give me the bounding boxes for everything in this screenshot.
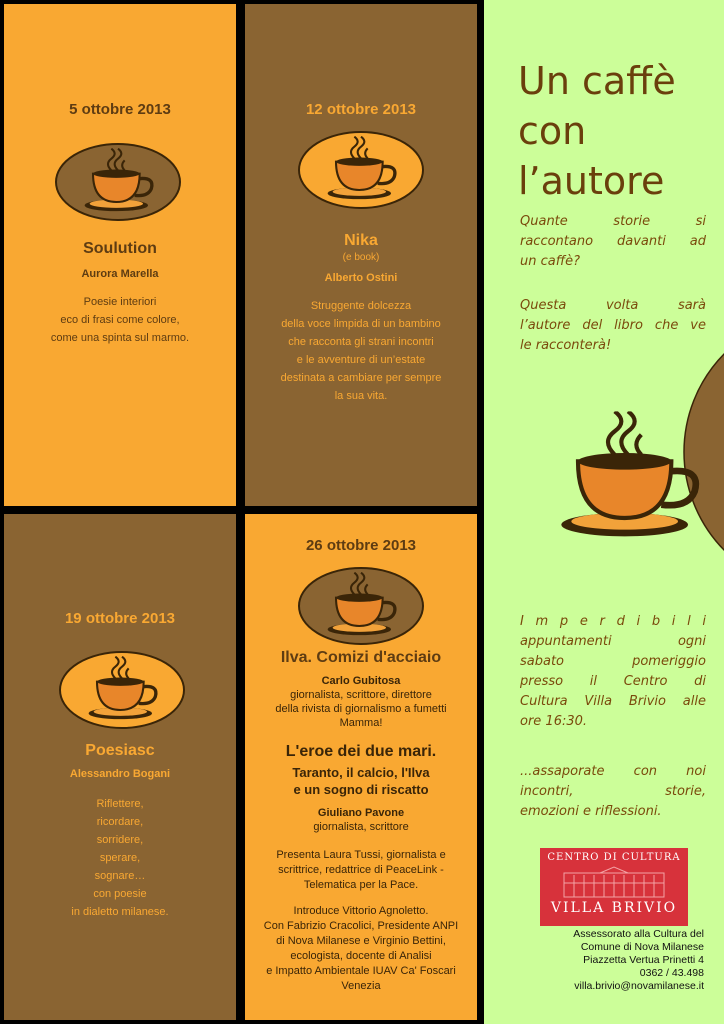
event-description: Riflettere, ricordare, sorridere, sperare, sognare… con poesie in dialetto milanese. [71, 798, 169, 918]
event-panel-3 [4, 514, 236, 1020]
event-author: Aurora Marella [81, 268, 159, 280]
villa-building-icon [554, 865, 674, 899]
coffee-cup-icon [58, 650, 186, 730]
coffee-cup-icon [297, 566, 425, 646]
coffee-cup-icon [54, 142, 182, 222]
info-column [484, 0, 724, 1024]
event-panel-2 [245, 4, 477, 506]
schedule-paragraph: I m p e r d i b i l i appuntamenti ogni sabato pomeriggio presso il Centro di Cultura Villa Brivio alle ore 16:30. [520, 614, 706, 729]
event-description: Struggente dolcezza della voce limpida di un bambino che racconta gli strani incontri e le avventure di un’estate destinata a cambiare per sempre la sua vita. [280, 300, 442, 402]
logo-top-text: CENTRO DI CULTURA [547, 852, 681, 863]
contact-info: Assessorato alla Cultura del Comune di Nova Milanese Piazzetta Vertua Prinetti 4 0362 / 43.498 villa.brivio@novamilanese.it [573, 928, 704, 992]
event-title-2-sub: Taranto, il calcio, l'Ilva e un sogno di riscatto [292, 765, 430, 797]
event-date: 12 ottobre 2013 [305, 101, 417, 118]
event-date: 5 ottobre 2013 [69, 101, 171, 118]
event-author-2: Giuliano Pavone [317, 807, 405, 819]
presenter-text: Presenta Laura Tussi, giornalista e scrittrice, redattrice di PeaceLink - Telematica per la Pace. [276, 849, 446, 891]
event-date: 19 ottobre 2013 [64, 610, 176, 627]
coffee-cup-icon [528, 400, 724, 556]
event-date: 26 ottobre 2013 [305, 537, 417, 554]
closing-paragraph: ...assaporate con noi incontri, storie, emozioni e riflessioni. [520, 764, 706, 819]
event-author-1-desc: giornalista, scrittore, direttore della rivista di giornalismo a fumetti Mamma! [275, 689, 447, 729]
logo-bottom-text: VILLA BRIVIO [550, 900, 678, 916]
event-description: Poesie interiori eco di frasi come colore, come una spinta sul marmo. [50, 296, 190, 344]
event-title: Nika [344, 232, 378, 249]
event-author: Alessandro Bogani [69, 768, 171, 780]
contact-email: villa.brivio@novamilanese.it [574, 980, 704, 992]
intro-paragraph-2: Questa volta sarà l’autore del libro che ve le racconterà! [520, 298, 706, 353]
event-panel-4 [245, 514, 477, 1020]
event-author-1: Carlo Gubitosa [321, 675, 401, 687]
event-title-2: L'eroe dei due mari. [285, 743, 437, 760]
coffee-cup-icon [297, 130, 425, 210]
event-title: Soulution [83, 240, 157, 257]
event-panel-1 [4, 4, 236, 506]
event-author-2-desc: giornalista, scrittore [313, 821, 409, 833]
event-title: Poesiasc [85, 742, 155, 759]
villa-brivio-logo [540, 848, 688, 926]
introduce-text: Introduce Vittorio Agnoletto. Con Fabrizio Cracolici, Presidente ANPI di Nova Milanese e Virginio Bettini, ecologista, docente di Analisi e Impatto Ambientale IUAV Ca' Foscari Venezia [263, 905, 459, 992]
intro-paragraph-1: Quante storie si raccontano davanti ad un caffè? [520, 214, 706, 269]
headline: Un caffè con l’autore [518, 59, 676, 203]
event-title-1: Ilva. Comizi d'acciaio [280, 649, 442, 666]
event-subtitle: (e book) [342, 252, 380, 263]
event-author: Alberto Ostini [324, 272, 398, 284]
